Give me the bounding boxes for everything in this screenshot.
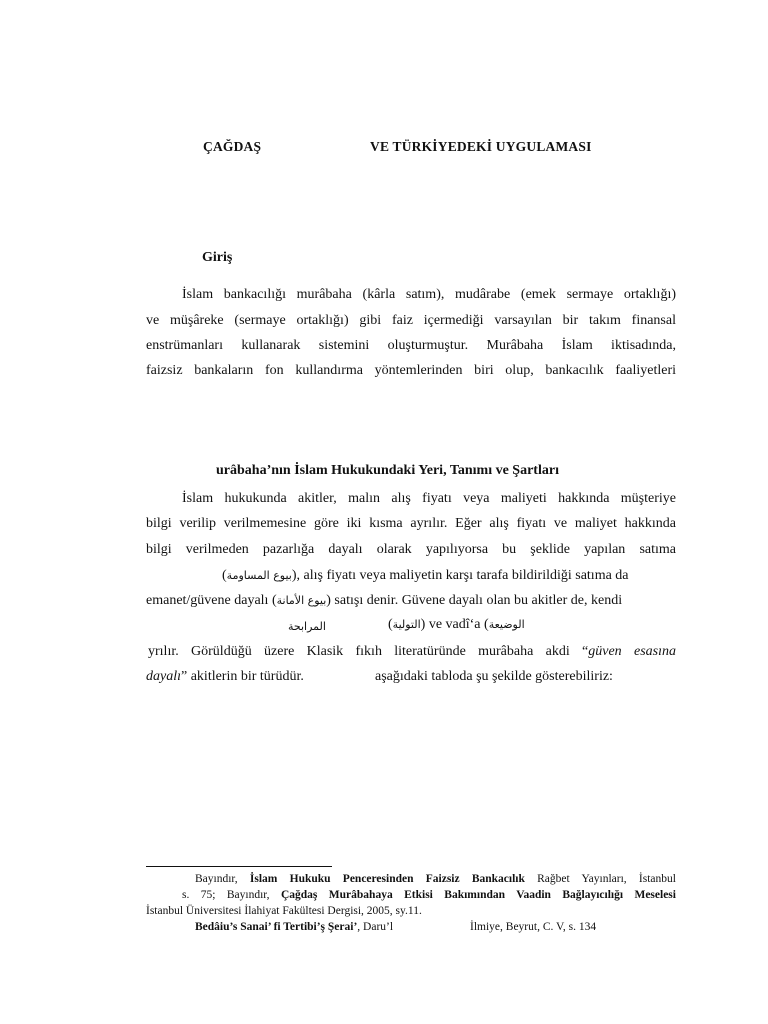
section-line-7: yrılır. Görüldüğü üzere Klasik fıkıh literatüründe murâbaha akdi “güven esasına bbox=[148, 644, 676, 659]
footnote-1-line-3: İstanbul Üniversitesi İlahiyat Fakültesi Dergisi, 2005, sy.11. bbox=[146, 905, 422, 917]
footnote-1-line-1: Bayındır, İslam Hukuku Penceresinden Faizsiz Bankacılık Rağbet Yayınları, İstanbul bbox=[195, 873, 676, 885]
section-line-8-cont: aşağıdaki tabloda şu şekilde gösterebiliriz: bbox=[375, 669, 613, 684]
title-left: ÇAĞDAŞ bbox=[203, 139, 262, 154]
footnote-separator bbox=[146, 866, 332, 867]
section-heading: urâbaha’nın İslam Hukukundaki Yeri, Tanımı ve Şartları bbox=[216, 463, 559, 478]
section-line-4: (بيوع المساومة), alış fiyatı veya maliyetin karşı tarafa bildirildiği satıma da bbox=[222, 568, 629, 583]
section-line-1: İslam hukukunda akitler, malın alış fiyatı veya maliyeti hakkında müşteriye bbox=[182, 491, 676, 506]
section-line-2: bilgi verilip verilmemesine göre iki kısma ayrılır. Eğer alış fiyatı ve maliyet hakkında bbox=[146, 516, 676, 531]
section-line-5: emanet/güvene dayalı (بيوع الأمانة) satışı denir. Güvene dayalı olan bu akitler de, kendi bbox=[146, 593, 623, 608]
arabic-term-murabaha: المرابحة bbox=[288, 620, 326, 633]
section-line-8: dayalı” akitlerin bir türüdür. bbox=[146, 669, 304, 684]
footnote-2-cont: İlmiye, Beyrut, C. V, s. 134 bbox=[470, 921, 597, 933]
footnote-1-line-2: s. 75; Bayındır, Çağdaş Murâbahaya Etkisi Bakımından Vaadin Bağlayıcılığı Meselesi bbox=[182, 889, 676, 901]
arabic-term-amana: بيوع الأمانة bbox=[276, 594, 327, 607]
title-right: VE TÜRKİYEDEKİ UYGULAMASI bbox=[370, 139, 592, 154]
intro-line-4: faizsiz bankaların fon kullandırma yöntemlerinden biri olup, bankacılık faaliyetleri bbox=[146, 363, 676, 378]
footnote-2: Bedâiu’s Sanai’ fi Tertibi’ş Şerai’, Daru’l bbox=[195, 921, 394, 933]
intro-line-2: ve müşâreke (sermaye ortaklığı) gibi faiz içermediği varsayılan bir takım finansal bbox=[146, 313, 676, 328]
intro-line-3: enstrümanları kullanarak sistemini oluşturmuştur. Murâbaha İslam iktisadında, bbox=[146, 338, 676, 353]
intro-heading: Giriş bbox=[202, 250, 233, 265]
arabic-term-vadia: الوضيعة bbox=[488, 618, 525, 631]
arabic-term-tavliye: التولية bbox=[392, 618, 421, 631]
section-line-3: bilgi verilmeden pazarlığa dayalı olarak yapılıyorsa bu şeklide yapılan satıma bbox=[146, 542, 676, 557]
section-line-6: (التولية) ve vadî‘a (الوضيعة bbox=[388, 617, 525, 632]
arabic-term-musavama: بيوع المساومة bbox=[226, 569, 292, 582]
intro-line-1: İslam bankacılığı murâbaha (kârla satım), mudârabe (emek sermaye ortaklığı) bbox=[182, 287, 676, 302]
